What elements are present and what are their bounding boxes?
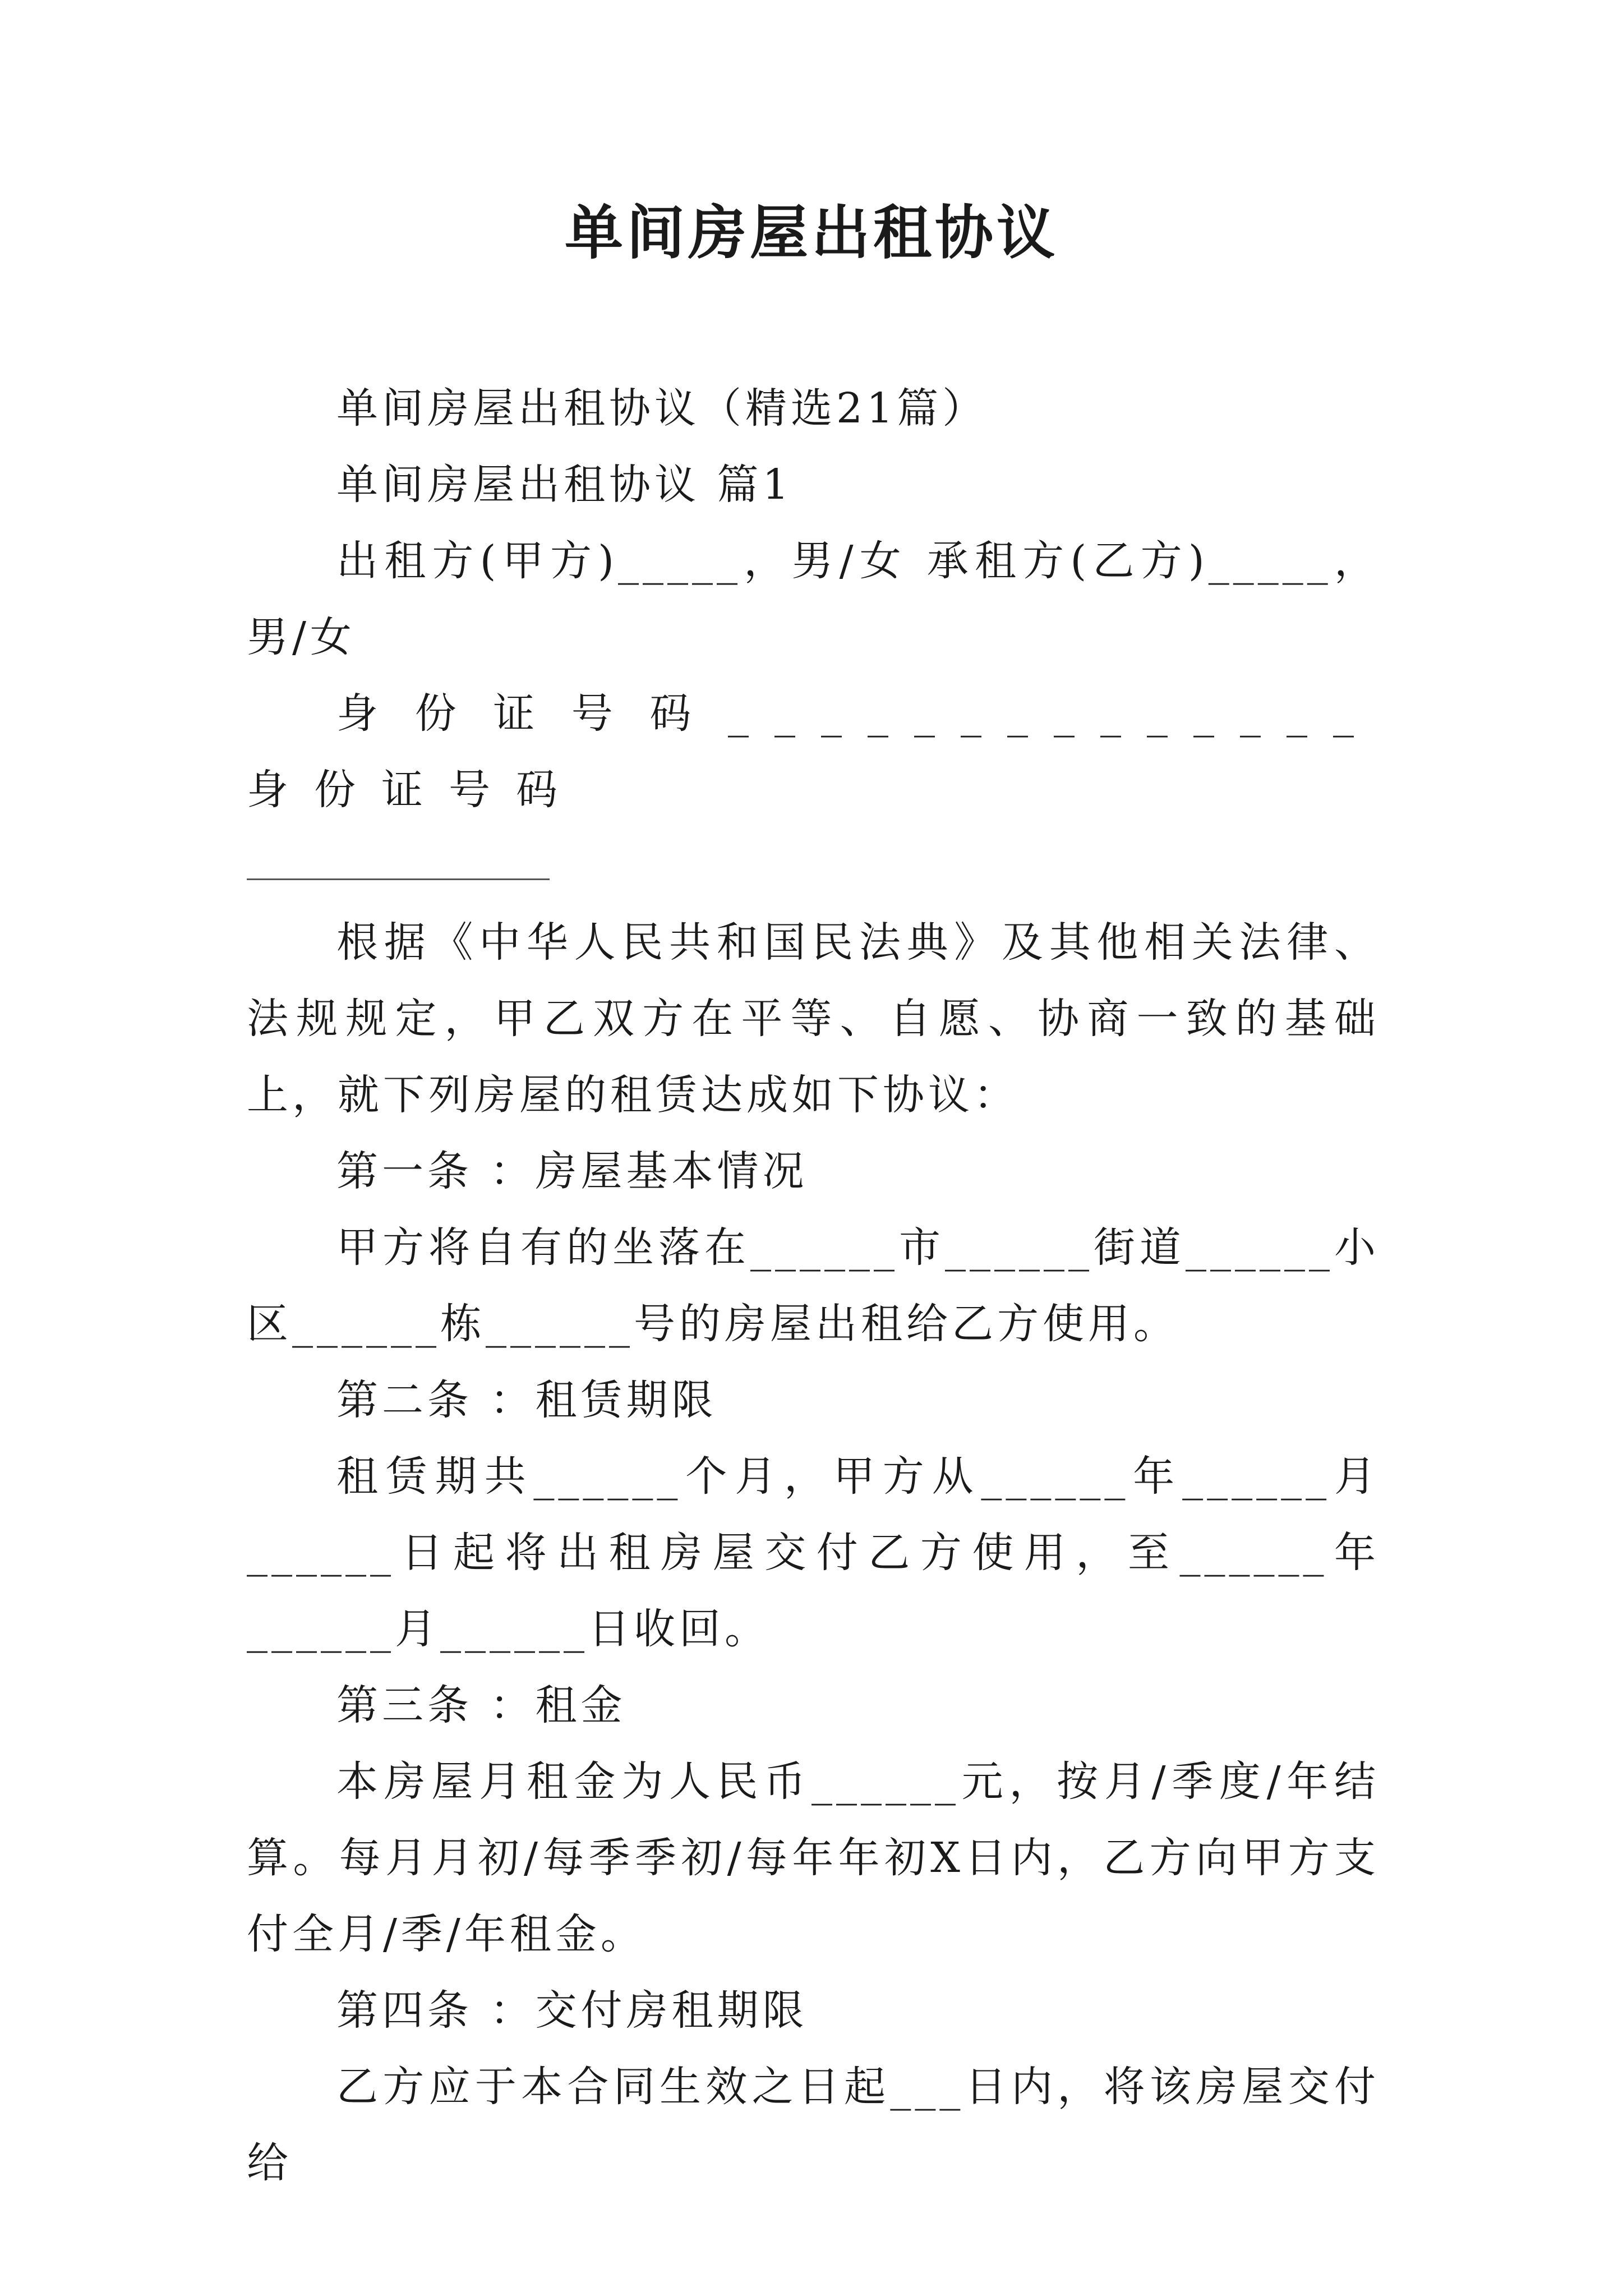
- document-body: [247, 370, 1380, 2201]
- document-title: 单间房屋出租协议: [564, 198, 1058, 267]
- paragraph-parties: 出租方(甲方)_____，男/女 承租方(乙方)_____，男/女: [247, 537, 1380, 661]
- paragraph-subtitle: 单间房屋出租协议（精选21篇）: [336, 384, 988, 432]
- paragraph-id-numbers: 身份证号码______________ 身份证号码: [247, 689, 1380, 814]
- paragraph-section-heading: 单间房屋出租协议 篇1: [336, 461, 793, 509]
- article-2-heading: 第二条 ：租赁期限: [336, 1376, 717, 1424]
- article-3-text: 本房屋月租金为人民币______元，按月/季度/年结算。每月月初/每季季初/每年年初X日内，乙方向甲方支付全月/季/年租金。: [247, 1757, 1380, 1958]
- blank-underline: [247, 845, 550, 880]
- article-4-text: 乙方应于本合同生效之日起___日内，将该房屋交付给: [247, 2063, 1380, 2187]
- article-1-text: 甲方将自有的坐落在______市______街道______小区______栋______号的房屋出租给乙方使用。: [247, 1223, 1380, 1348]
- paragraph-preamble: 根据《中华人民共和国民法典》及其他相关法律、法规规定，甲乙双方在平等、自愿、协商一致的基础上，就下列房屋的租赁达成如下协议：: [247, 918, 1380, 1119]
- article-1-heading: 第一条 ：房屋基本情况: [336, 1147, 808, 1195]
- article-2-text: 租赁期共______个月，甲方从______年______月______日起将出租房屋交付乙方使用，至______年______月______日收回。: [247, 1452, 1380, 1653]
- article-3-heading: 第三条 ：租金: [336, 1681, 626, 1729]
- id-number-blank-line: [247, 828, 1380, 904]
- article-4-heading: 第四条 ：交付房租期限: [336, 1986, 808, 2035]
